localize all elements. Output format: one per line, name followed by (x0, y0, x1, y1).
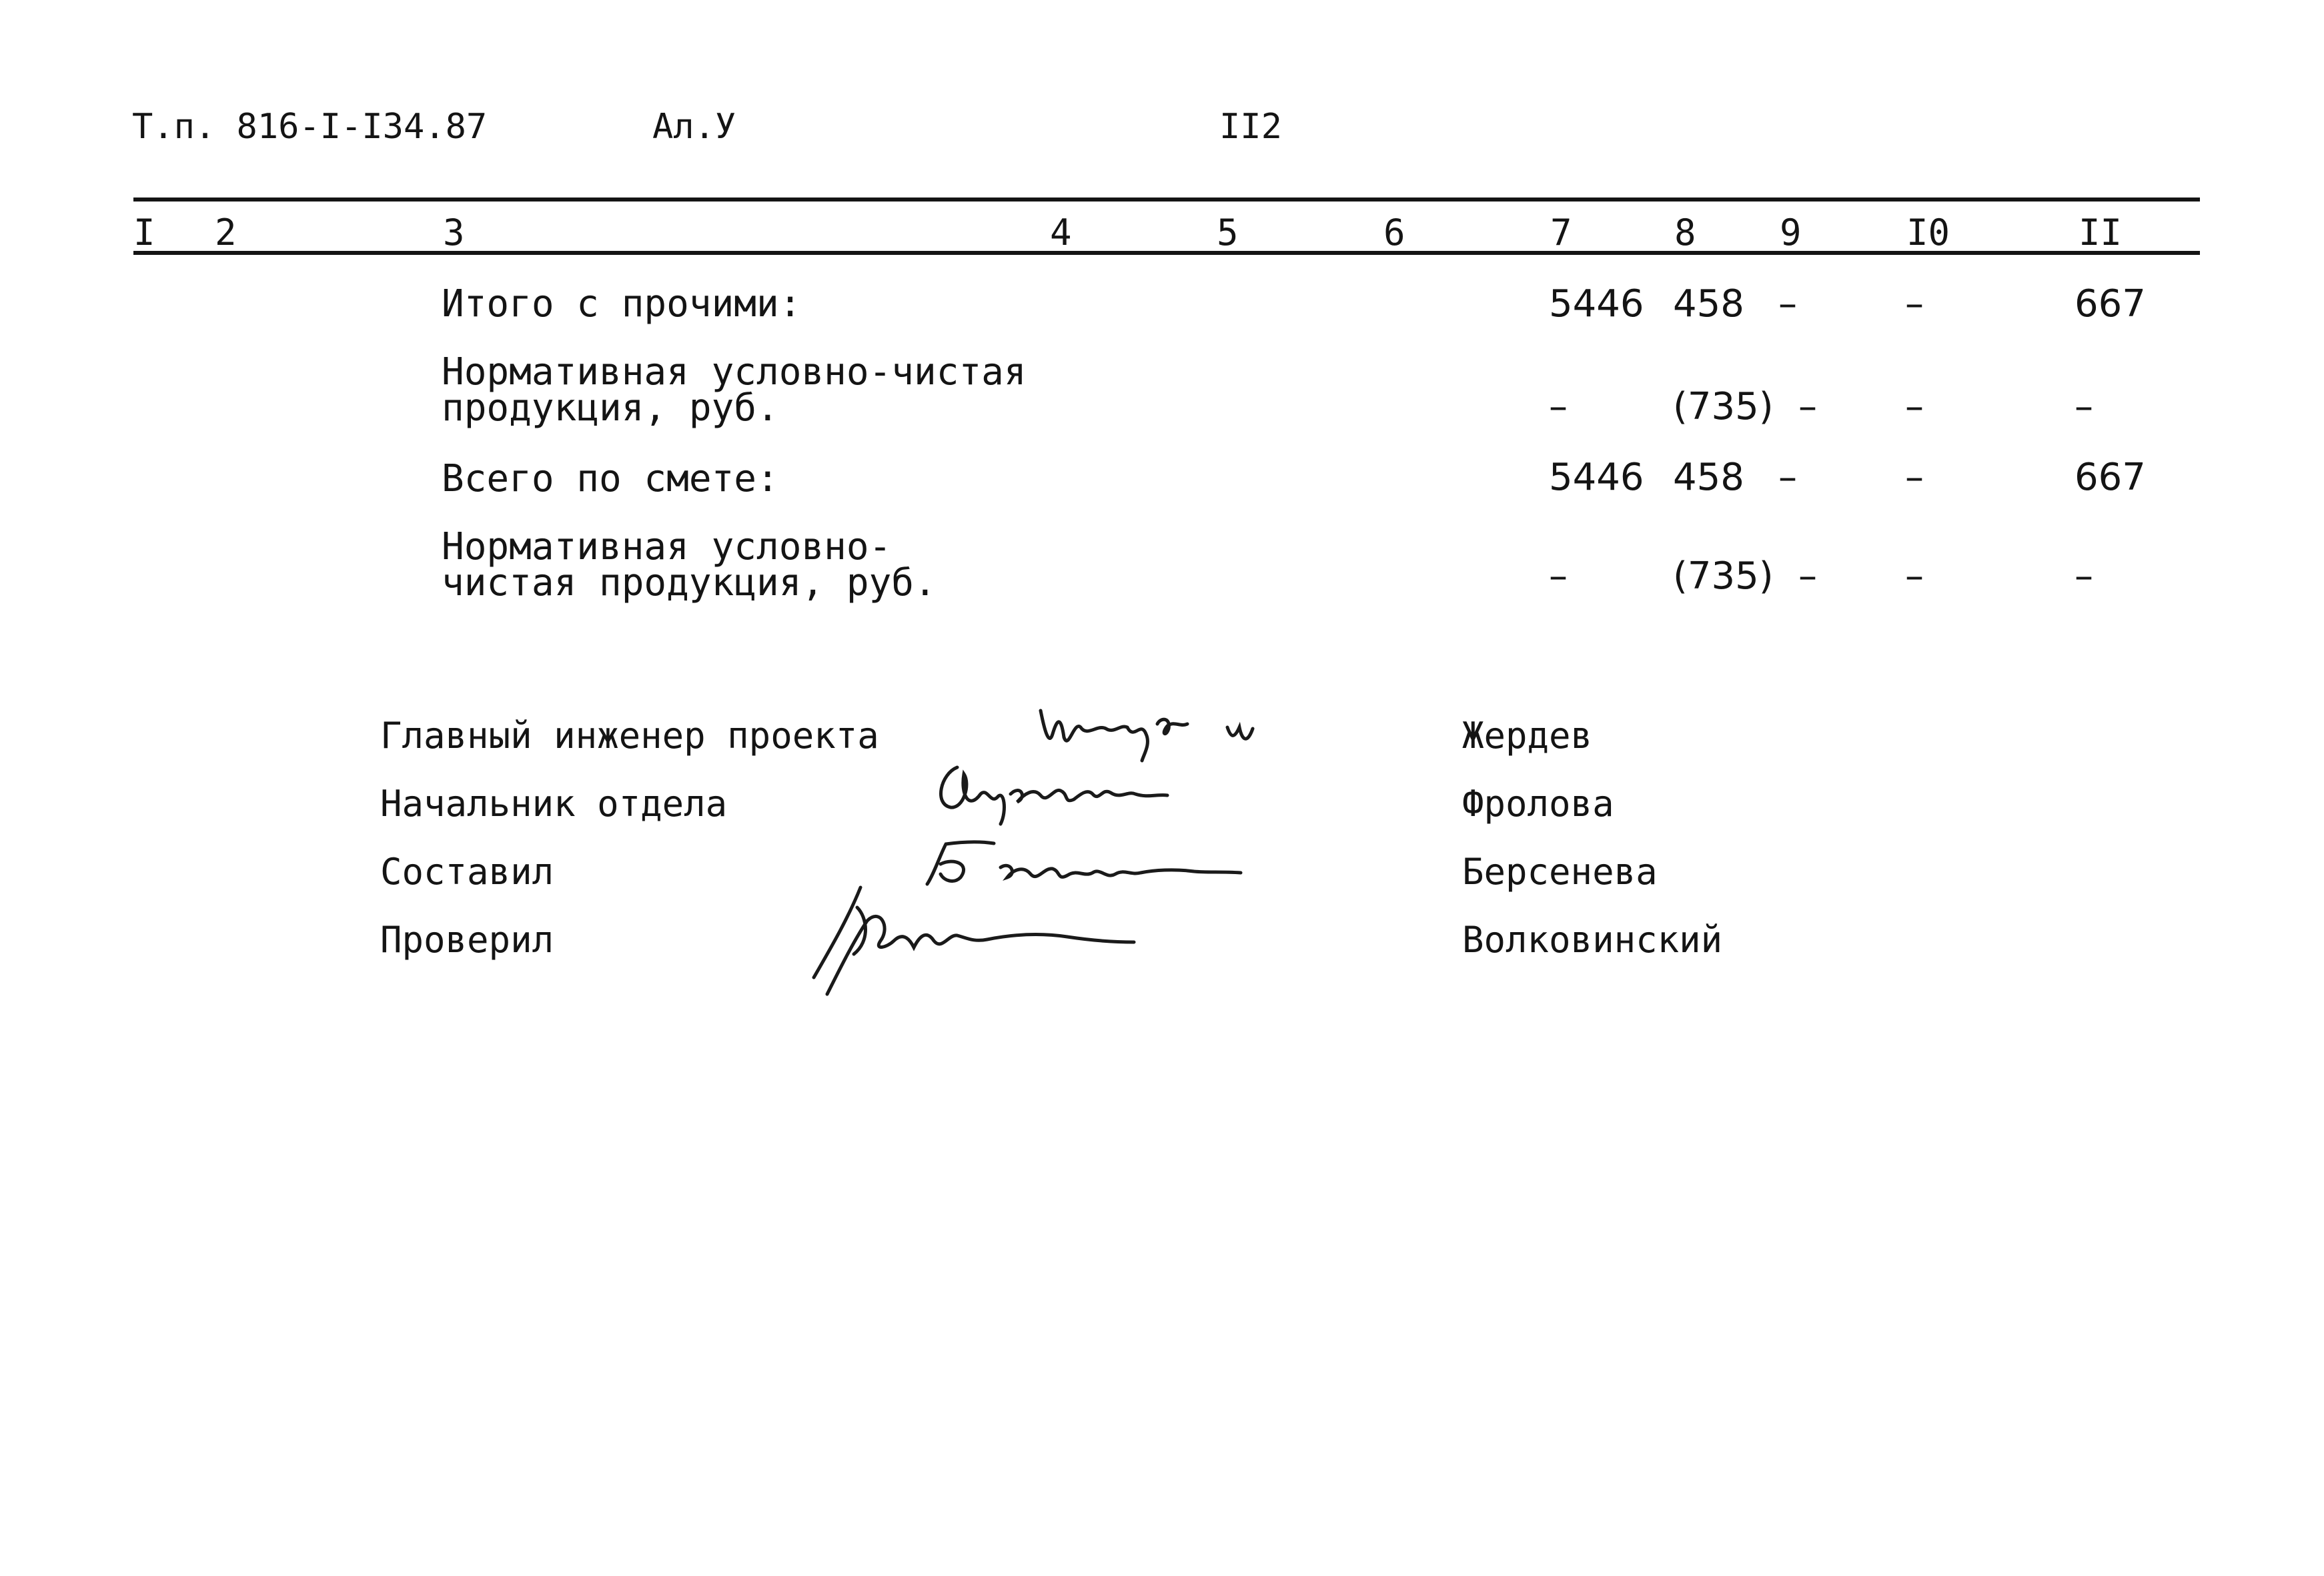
cell-col10: – (1905, 554, 1924, 598)
table-top-rule (133, 198, 2200, 202)
row-label: продукция, руб. (442, 386, 779, 430)
row-label: чистая продукция, руб. (442, 561, 937, 605)
signature-role: Проверил (380, 919, 554, 961)
cell-col7: – (1549, 385, 1568, 428)
signature-role: Главный инженер проекта (380, 715, 879, 757)
cell-col11: 667 (2075, 456, 2146, 499)
column-number: 8 (1674, 212, 1696, 254)
cell-col9: – (1798, 554, 1817, 598)
document-reference: Т.п. 816-I-I34.87 (132, 107, 488, 147)
cell-col8: 458 (1673, 456, 1744, 499)
signature-name: Волковинский (1462, 919, 1723, 961)
cell-col7: – (1549, 554, 1568, 598)
column-number: 4 (1050, 212, 1072, 254)
album-label: Ал.У (652, 107, 736, 147)
cell-col7: 5446 (1549, 282, 1644, 326)
column-number: 3 (443, 212, 465, 254)
cell-col9: – (1798, 385, 1817, 428)
cell-col8: 458 (1673, 282, 1744, 326)
cell-col11: – (2075, 385, 2093, 428)
signature-role: Составил (380, 851, 554, 893)
cell-col10: – (1905, 456, 1924, 499)
signature-name: Фролова (1462, 783, 1614, 825)
row-label: Нормативная условно-чистая (442, 350, 1027, 394)
column-number: 5 (1217, 212, 1239, 254)
column-number: I (133, 212, 155, 254)
cell-col9: – (1778, 456, 1797, 499)
column-number: II (2079, 212, 2123, 254)
signature-name: Берсенева (1462, 851, 1658, 893)
column-number: 7 (1550, 212, 1572, 254)
cell-col11: – (2075, 554, 2093, 598)
page-number: II2 (1219, 107, 1282, 147)
row-label: Нормативная условно- (442, 525, 892, 568)
row-label: Итого с прочими: (442, 282, 802, 326)
cell-col10: – (1905, 282, 1924, 326)
cell-col9: – (1778, 282, 1797, 326)
handwritten-signature (800, 867, 1161, 1001)
column-number: 2 (215, 212, 237, 254)
signature-role: Начальник отдела (380, 783, 728, 825)
cell-col11: 667 (2075, 282, 2146, 326)
row-label: Всего по смете: (442, 457, 779, 500)
column-number: 9 (1780, 212, 1802, 254)
cell-col8: (735) (1673, 385, 1774, 428)
signature-name: Жердев (1462, 715, 1593, 757)
cell-col8: (735) (1673, 554, 1774, 598)
cell-col7: 5446 (1549, 456, 1644, 499)
cell-col10: – (1905, 385, 1924, 428)
handwritten-signature (927, 747, 1181, 834)
column-number: 6 (1383, 212, 1405, 254)
column-number: I0 (1906, 212, 1950, 254)
